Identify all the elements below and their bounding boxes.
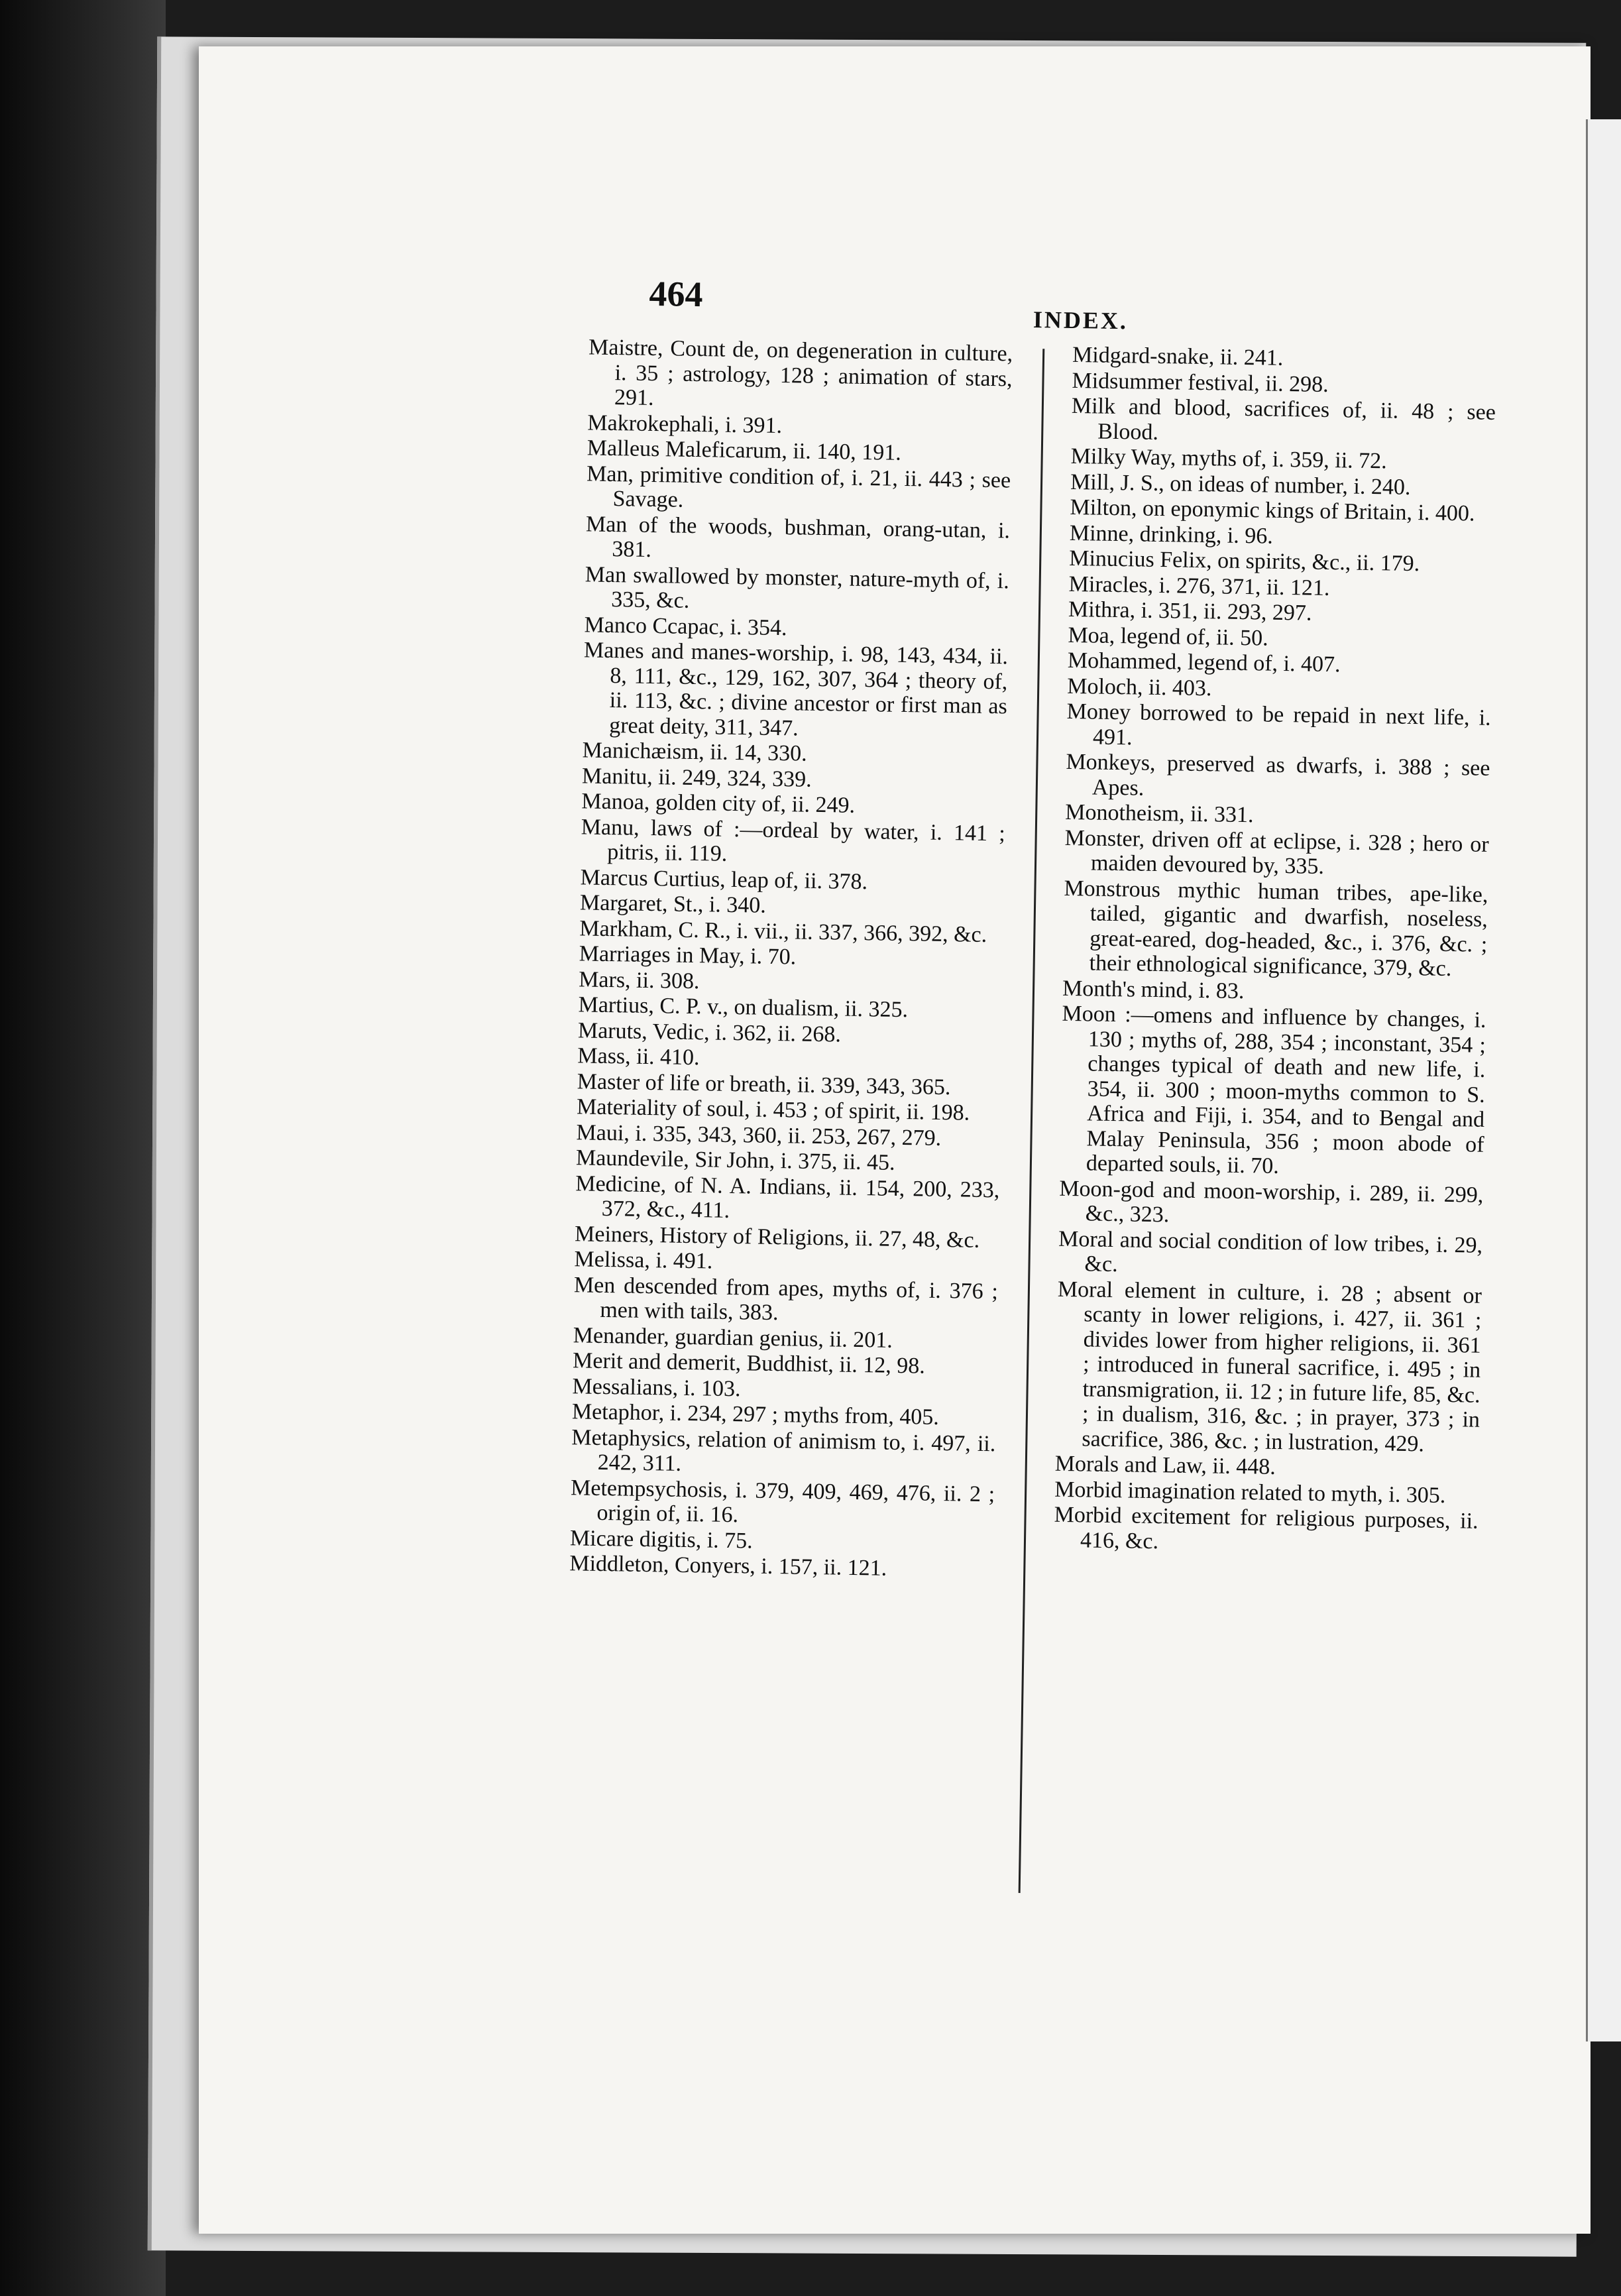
index-entry: Monkeys, preserved as dwarfs, i. 388 ; see Apes. <box>1066 749 1490 801</box>
index-entry: Monotheism, ii. 331. <box>1064 799 1254 828</box>
index-entry: Medicine, of N. A. Indians, ii. 154, 200, 233, 372, &c., 411. <box>575 1171 1000 1223</box>
running-head: INDEX. <box>1033 306 1129 335</box>
index-entry: Milk and blood, sacrifices of, ii. 48 ; see Blood. <box>1071 393 1496 445</box>
index-entry: Mass, ii. 410. <box>577 1043 700 1070</box>
index-entry: Maundevile, Sir John, i. 375, ii. 45. <box>575 1145 895 1175</box>
index-entry: Mohammed, legend of, i. 407. <box>1067 648 1341 677</box>
index-entry: Merit and demerit, Buddhist, ii. 12, 98. <box>572 1348 926 1379</box>
index-entry: Manichæism, ii. 14, 330. <box>582 738 807 766</box>
index-entry: Man swallowed by monster, nature-myth of, i. 335, &c. <box>585 561 1010 613</box>
index-entry: Minucius Felix, on spirits, &c., ii. 179. <box>1069 545 1420 577</box>
index-entry: Man of the woods, bushman, orang-utan, i. 381. <box>585 511 1011 562</box>
index-entry: Malleus Maleficarum, ii. 140, 191. <box>587 435 902 465</box>
index-entry: Micare digitis, i. 75. <box>569 1525 754 1554</box>
index-entry: Menander, guardian genius, ii. 201. <box>573 1322 893 1353</box>
index-entry: Milton, on eponymic kings of Britain, i. 400. <box>1070 494 1475 526</box>
index-entry: Minne, drinking, i. 96. <box>1069 520 1274 549</box>
index-entry: Margaret, St., i. 340. <box>579 890 767 918</box>
index-entry: Maruts, Vedic, i. 362, ii. 268. <box>577 1017 842 1047</box>
index-entry: Metaphysics, relation of animism to, i. 497, ii. 242, 311. <box>571 1424 996 1476</box>
index-entry: Mars, ii. 308. <box>578 966 700 994</box>
index-entry: Manoa, golden city of, ii. 249. <box>581 789 856 818</box>
index-column-left <box>569 335 1013 1583</box>
index-entry: Morbid imagination related to myth, i. 305. <box>1054 1477 1446 1508</box>
index-entry: Midgard-snake, ii. 241. <box>1072 342 1284 371</box>
index-entry: Markham, C. R., i. vii., ii. 337, 366, 392, &c. <box>579 915 987 947</box>
index-entry: Moral and social condition of low tribes, i. 29, &c. <box>1058 1226 1483 1277</box>
index-entry: Melissa, i. 491. <box>574 1247 713 1274</box>
index-entry: Marriages in May, i. 70. <box>579 941 797 970</box>
index-entry: Month's mind, i. 83. <box>1062 976 1245 1004</box>
index-entry: Money borrowed to be repaid in next life, i. 491. <box>1066 699 1491 750</box>
index-column-right <box>1054 343 1497 1560</box>
index-entry: Morals and Law, ii. 448. <box>1054 1451 1276 1479</box>
index-entry: Manu, laws of :—ordeal by water, i. 141 ; pitris, ii. 119. <box>581 814 1006 866</box>
index-entry: Maistre, Count de, on degeneration in culture, i. 35 ; astrology, 128 ; animation of stars, 291. <box>588 335 1013 411</box>
index-entry: Martius, C. P. v., on dualism, ii. 325. <box>578 992 909 1023</box>
right-page-edge <box>1586 119 1621 2041</box>
index-entry: Manco Ccapac, i. 354. <box>584 612 787 640</box>
index-entry: Maui, i. 335, 343, 360, ii. 253, 267, 279. <box>576 1119 942 1151</box>
index-entry: Materiality of soul, i. 453 ; of spirit, ii. 198. <box>576 1094 970 1125</box>
index-entry: Master of life or breath, ii. 339, 343, 365. <box>577 1068 951 1100</box>
index-entry: Moon-god and moon-worship, i. 289, ii. 299, &c., 323. <box>1059 1176 1484 1228</box>
index-entry: Moloch, ii. 403. <box>1066 673 1212 701</box>
index-entry: Messalians, i. 103. <box>572 1373 741 1401</box>
index-entry: Monstrous mythic human tribes, ape-like, tailed, gigantic and dwarfish, noseless, great-eared, dog-headed, &c., i. 376, &c. ; their ethnological significance, 379, &c. <box>1064 876 1488 982</box>
index-entry: Makrokephali, i. 391. <box>587 410 783 438</box>
index-entry: Moral element in culture, i. 28 ; absent or scanty in lower religions, i. 427, ii. 361 ; divides lower from higher religions, ii. 361 ; introduced in funeral sacrifice, i. 495 ; in transmigration, ii. 12 ; in future life, 85, &c. ; in dualism, 316, &c. ; in prayer, 373 ; in sacrifice, 386, &c. ; in lustration, 429. <box>1057 1277 1482 1456</box>
index-entry: Midsummer festival, ii. 298. <box>1072 368 1329 397</box>
page-number: 464 <box>649 273 703 315</box>
index-entry: Manitu, ii. 249, 324, 339. <box>581 763 812 792</box>
film-border <box>0 0 166 2296</box>
index-entry: Metaphor, i. 234, 297 ; myths from, 405. <box>571 1399 940 1430</box>
index-entry: Monster, driven off at eclipse, i. 328 ; hero or maiden devoured by, 335. <box>1064 825 1489 879</box>
index-entry: Manes and manes-worship, i. 98, 143, 434, ii. 8, 111, &c., 129, 162, 307, 364 ; theory of, ii. 113, &c. ; divine ancestor or first man as great deity, 311, 347. <box>583 638 1009 740</box>
index-entry: Metempsychosis, i. 379, 409, 469, 476, ii. 2 ; origin of, ii. 16. <box>570 1475 995 1528</box>
index-entry: Miracles, i. 276, 371, ii. 121. <box>1068 571 1330 601</box>
index-entry: Mill, J. S., on ideas of number, i. 240. <box>1070 469 1411 500</box>
index-entry: Meiners, History of Religions, ii. 27, 48, &c. <box>574 1221 980 1253</box>
index-entry: Man, primitive condition of, i. 21, ii. 443 ; see Savage. <box>586 461 1011 512</box>
index-entry: Middleton, Conyers, i. 157, ii. 121. <box>569 1551 887 1581</box>
index-entry: Morbid excitement for religious purposes, ii. 416, &c. <box>1054 1502 1479 1554</box>
index-entry: Mithra, i. 351, ii. 293, 297. <box>1068 597 1312 626</box>
index-entry: Moon :—omens and influence by changes, i. 130 ; myths of, 288, 354 ; inconstant, 354 ; changes typical of death and new life, i. 354, ii. 300 ; moon-myths common to S. Africa and Fiji, i. 354, and to Bengal and Malay Peninsula, 356 ; moon abode of departed souls, ii. 70. <box>1062 1001 1486 1178</box>
index-entry: Milky Way, myths of, i. 359, ii. 72. <box>1070 443 1387 474</box>
index-entry: Marcus Curtius, leap of, ii. 378. <box>580 864 868 894</box>
index-entry: Moa, legend of, ii. 50. <box>1068 622 1268 651</box>
index-entry: Men descended from apes, myths of, i. 376 ; men with tails, 383. <box>573 1272 999 1326</box>
